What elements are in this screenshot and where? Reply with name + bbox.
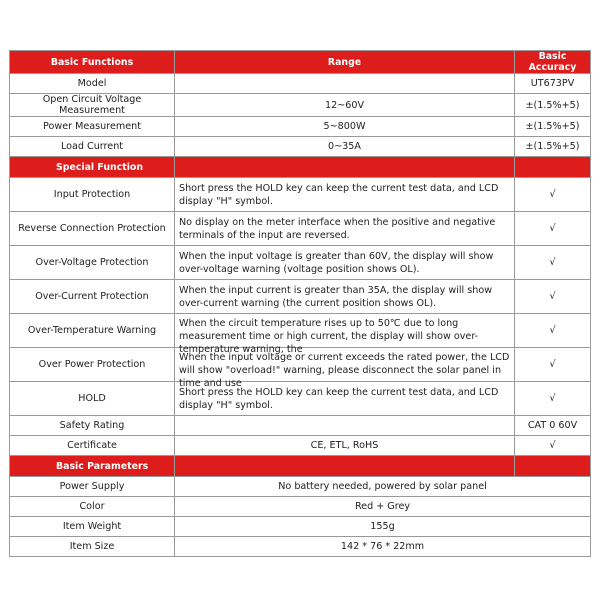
table-row — [10, 280, 591, 314]
row-label: Input Protection — [10, 178, 175, 212]
section-header-special-function — [10, 157, 591, 178]
table-header-row — [10, 51, 591, 74]
row-range — [175, 74, 515, 94]
row-description — [175, 246, 515, 280]
section-title: Basic Parameters — [10, 456, 175, 477]
row-accuracy: CAT 0 60V — [515, 416, 591, 436]
row-label: Over-Temperature Warning — [10, 314, 175, 348]
row-value: 155g — [175, 517, 591, 537]
row-label: Safety Rating — [10, 416, 175, 436]
table-row — [10, 137, 591, 157]
check-mark: √ — [515, 436, 591, 456]
check-mark: √ — [515, 382, 591, 416]
section-blank — [175, 157, 515, 178]
row-label: Over-Voltage Protection — [10, 246, 175, 280]
row-description — [175, 178, 515, 212]
row-value: No battery needed, powered by solar panel — [175, 477, 591, 497]
table-row — [10, 314, 591, 348]
check-mark: √ — [515, 314, 591, 348]
row-range — [175, 416, 515, 436]
row-description — [175, 382, 515, 416]
description-text: When the input current is greater than 35A, the display will show over-current warning (the current position shows OL). — [179, 284, 493, 309]
row-accuracy: ±(1.5%+5) — [515, 94, 591, 117]
row-range: CE, ETL, RoHS — [175, 436, 515, 456]
table-row — [10, 212, 591, 246]
row-label: Reverse Connection Protection — [10, 212, 175, 246]
row-label: Power Measurement — [10, 117, 175, 137]
section-title: Special Function — [10, 157, 175, 178]
table-row — [10, 436, 591, 456]
description-text: Short press the HOLD key can keep the current test data, and LCD display "H" symbol. — [179, 386, 499, 411]
description-text: Short press the HOLD key can keep the current test data, and LCD display "H" symbol. — [179, 182, 499, 207]
row-label: Certificate — [10, 436, 175, 456]
table-row — [10, 117, 591, 137]
row-label: Over-Current Protection — [10, 280, 175, 314]
row-accuracy: UT673PV — [515, 74, 591, 94]
table-row — [10, 74, 591, 94]
row-description — [175, 212, 515, 246]
check-mark: √ — [515, 348, 591, 382]
table-row — [10, 477, 591, 497]
row-label: Item Size — [10, 537, 175, 557]
check-mark: √ — [515, 246, 591, 280]
table-row — [10, 416, 591, 436]
table-row — [10, 537, 591, 557]
row-range: 12~60V — [175, 94, 515, 117]
description-text: When the input voltage is greater than 60V, the display will show over-voltage warning (voltage position shows OL). — [179, 250, 494, 275]
row-description — [175, 280, 515, 314]
table-row — [10, 348, 591, 382]
spec-table — [9, 50, 591, 557]
row-description — [175, 314, 515, 355]
description-text: When the input voltage or current exceeds the rated power, the LCD will show "overload!" warning, please disconnect the solar panel in time and use — [179, 351, 510, 389]
description-text: No display on the meter interface when the positive and negative terminals of the input are reversed. — [179, 216, 496, 241]
row-description — [175, 348, 515, 389]
header-range: Range — [175, 51, 515, 74]
section-blank — [175, 456, 515, 477]
row-range: 5~800W — [175, 117, 515, 137]
row-accuracy: ±(1.5%+5) — [515, 117, 591, 137]
row-range: 0~35A — [175, 137, 515, 157]
row-label: Over Power Protection — [10, 348, 175, 382]
table-row — [10, 517, 591, 537]
check-mark: √ — [515, 178, 591, 212]
table-row — [10, 178, 591, 212]
table-row — [10, 382, 591, 416]
row-label: Color — [10, 497, 175, 517]
row-label: Power Supply — [10, 477, 175, 497]
check-mark: √ — [515, 212, 591, 246]
header-basic-accuracy: Basic Accuracy — [515, 51, 591, 74]
header-basic-functions: Basic Functions — [10, 51, 175, 74]
table-row — [10, 497, 591, 517]
table-row — [10, 246, 591, 280]
row-label: Open Circuit Voltage Measurement — [10, 94, 175, 117]
table-row — [10, 94, 591, 117]
row-value: 142 * 76 * 22mm — [175, 537, 591, 557]
row-label: Load Current — [10, 137, 175, 157]
row-accuracy: ±(1.5%+5) — [515, 137, 591, 157]
row-label: Model — [10, 74, 175, 94]
section-header-basic-parameters — [10, 456, 591, 477]
section-blank — [515, 157, 591, 178]
row-value: Red + Grey — [175, 497, 591, 517]
description-text: When the circuit temperature rises up to 50℃ due to long measurement time or high current, the display will show over-temperature warning, the — [179, 317, 479, 355]
row-label: HOLD — [10, 382, 175, 416]
check-mark: √ — [515, 280, 591, 314]
section-blank — [515, 456, 591, 477]
row-label: Item Weight — [10, 517, 175, 537]
